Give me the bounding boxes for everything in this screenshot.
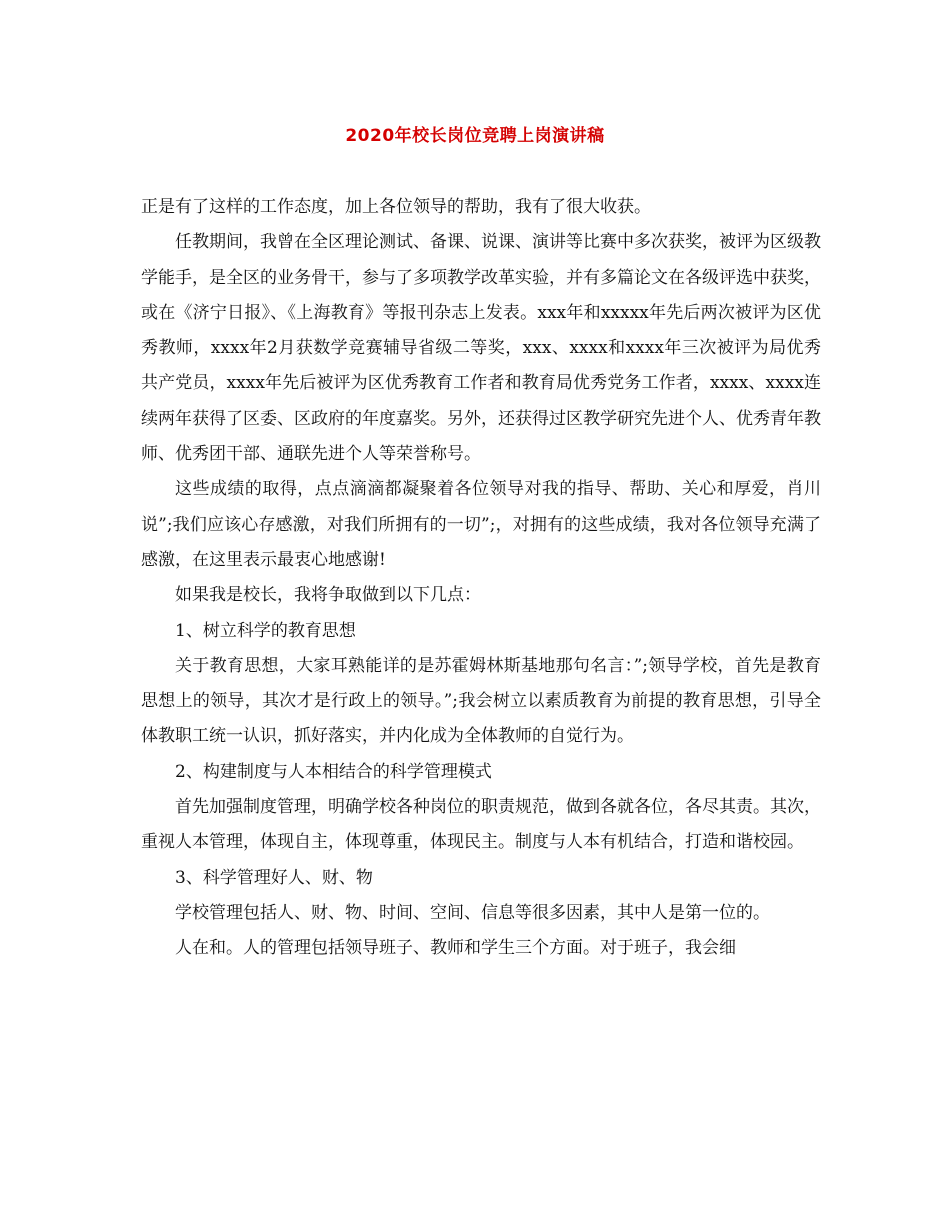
- paragraph: 关于教育思想，大家耳熟能详的是苏霍姆林斯基地那句名言：”;领导学校，首先是教育思想上的领导，其次才是行政上的领导。”;我会树立以素质教育为前提的教育思想，引导全体教职工统一认识，抓好落实，并内化成为全体教师的自觉行为。: [141, 655, 821, 747]
- paragraph: 学校管理包括人、财、物、时间、空间、信息等很多因素，其中人是第一位的。: [175, 902, 770, 923]
- paragraph: 首先加强制度管理，明确学校各种岗位的职责规范，做到各就各位，各尽其责。其次，重视人本管理，体现自主，体现尊重，体现民主。制度与人本有机结合，打造和谐校园。: [141, 797, 821, 853]
- paragraph: 任教期间，我曾在全区理论测试、备课、说课、演讲等比赛中多次获奖，被评为区级教学能手，是全区的业务骨干，参与了多项教学改革实验，并有多篇论文在各级评选中获奖，或在《济宁日报》、《上海教育》等报刊杂志上发表。xxx年和xxxxx年先后两次被评为区优秀教师，xxxx年2月获数学竞赛辅导省级二等奖，xxx、xxxx和xxxx年三次被评为局优秀共产党员，xxxx年先后被评为区优秀教育工作者和教育局优秀党务工作者，xxxx、xxxx连续两年获得了区委、区政府的年度嘉奖。另外，还获得过区教学研究先进个人、优秀青年教师、优秀团干部、通联先进个人等荣誉称号。: [141, 232, 821, 465]
- section-heading: 2、构建制度与人本相结合的科学管理模式: [175, 761, 492, 782]
- document-body: [141, 190, 821, 967]
- section-heading: 3、科学管理好人、财、物: [175, 867, 373, 888]
- section-heading: 1、树立科学的教育思想: [175, 620, 356, 641]
- paragraph: 这些成绩的取得，点点滴滴都凝聚着各位领导对我的指导、帮助、关心和厚爱，肖川说”;我们应该心存感激，对我们所拥有的一切”;，对拥有的这些成绩，我对各位领导充满了感激，在这里表示最衷心地感谢!: [141, 479, 821, 570]
- paragraph: 如果我是校长，我将争取做到以下几点：: [175, 585, 481, 606]
- document-title: 2020年校长岗位竞聘上岗演讲稿: [345, 126, 605, 146]
- paragraph: 正是有了这样的工作态度，加上各位领导的帮助，我有了很大收获。: [141, 197, 651, 217]
- paragraph: 人在和。人的管理包括领导班子、教师和学生三个方面。对于班子，我会细: [175, 938, 736, 959]
